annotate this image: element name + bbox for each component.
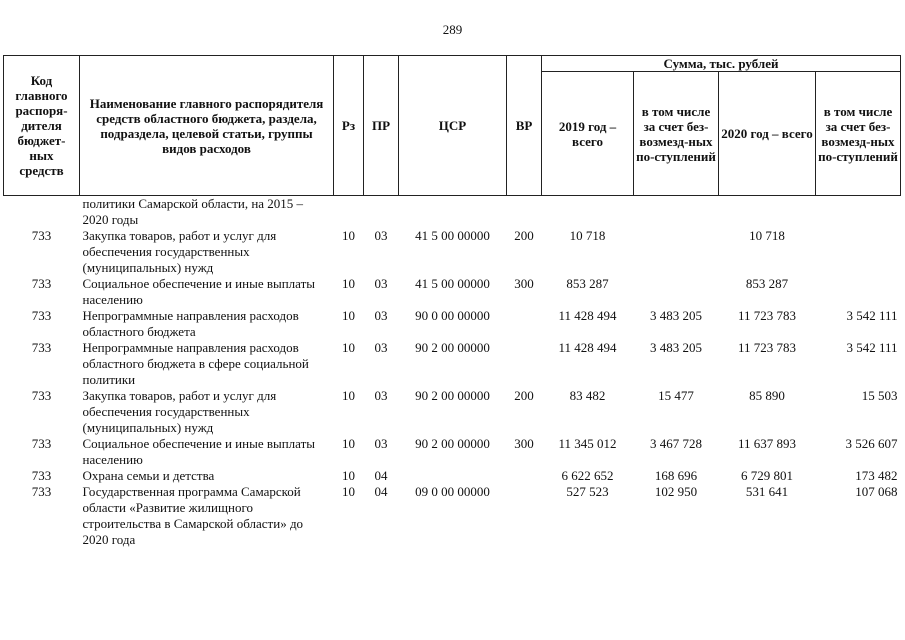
cell-name: Закупка товаров, работ и услуг для обеспечения государственных (муниципальных) нужд — [82, 388, 277, 435]
cell-vr — [507, 196, 542, 229]
header-name: Наименование главного распорядителя средств областного бюджета, раздела, подраздела, целевой статьи, группы видов расходов — [80, 56, 334, 196]
cell-2019-total: 11 428 494 — [558, 340, 617, 355]
cell-2019-total: 11 345 012 — [558, 436, 617, 451]
cell-2019-free — [634, 276, 719, 308]
table-body — [4, 196, 901, 549]
cell-rz: 10 — [342, 276, 355, 291]
cell-pr: 03 — [374, 340, 388, 355]
cell-2019-free: 3 467 728 — [650, 436, 702, 451]
cell-vr: 200 — [514, 228, 534, 243]
cell-2019-total: 6 622 652 — [561, 468, 614, 483]
cell-vr — [507, 308, 542, 340]
cell-2020-free: 107 068 — [855, 484, 898, 499]
header-2020-free: в том числе за счет без-возмезд-ных по-ступлений — [816, 72, 901, 196]
cell-2020-free: 173 482 — [855, 468, 898, 483]
cell-rz: 10 — [342, 388, 355, 403]
cell-code: 733 — [31, 228, 52, 243]
cell-csr: 90 0 00 00000 — [415, 308, 490, 323]
cell-rz — [334, 196, 364, 229]
cell-rz: 10 — [342, 308, 355, 323]
cell-pr — [364, 196, 399, 229]
cell-vr — [507, 484, 542, 548]
header-sum: Сумма, тыс. рублей — [542, 56, 901, 72]
cell-name: Охрана семьи и детства — [82, 468, 215, 483]
cell-rz: 10 — [342, 468, 355, 483]
cell-rz: 10 — [342, 436, 355, 451]
table-row — [4, 484, 901, 548]
cell-pr: 04 — [374, 484, 388, 499]
table-row — [4, 468, 901, 484]
cell-code: 733 — [31, 484, 52, 499]
cell-2019-total: 853 287 — [566, 276, 609, 291]
cell-code — [4, 196, 80, 229]
header-pr: ПР — [364, 56, 399, 196]
header-csr: ЦСР — [399, 56, 507, 196]
page-number: 289 — [442, 22, 463, 37]
cell-2020-total: 11 723 783 — [737, 308, 797, 323]
table-row — [4, 436, 901, 468]
cell-name: Непрограммные направления расходов областного бюджета в сфере социальной политики — [82, 340, 309, 387]
header-2020-total: 2020 год – всего — [719, 72, 816, 196]
cell-2019-free: 3 483 205 — [650, 340, 702, 355]
cell-2020-total: 10 718 — [749, 228, 785, 243]
cell-2020-free — [816, 228, 901, 276]
cell-2020-total — [719, 196, 816, 229]
cell-2020-total: 85 890 — [749, 388, 785, 403]
cell-2020-total: 11 637 893 — [737, 436, 797, 451]
cell-2020-total: 531 641 — [745, 484, 789, 499]
cell-csr: 90 2 00 00000 — [415, 436, 490, 451]
cell-code: 733 — [31, 308, 52, 323]
cell-csr: 09 0 00 00000 — [415, 484, 490, 499]
table-row — [4, 276, 901, 308]
cell-code: 733 — [31, 388, 52, 403]
table-row — [4, 388, 901, 436]
cell-csr: 41 5 00 00000 — [415, 276, 490, 291]
budget-table — [3, 55, 901, 548]
cell-pr: 03 — [374, 388, 388, 403]
table-row — [4, 308, 901, 340]
cell-rz: 10 — [342, 340, 355, 355]
cell-2020-total: 853 287 — [745, 276, 789, 291]
cell-pr: 04 — [374, 468, 388, 483]
cell-pr: 03 — [374, 436, 388, 451]
cell-pr: 03 — [374, 308, 388, 323]
table-row — [4, 196, 901, 229]
cell-name: Социальное обеспечение и иные выплаты населению — [82, 436, 316, 467]
cell-2019-free: 102 950 — [654, 484, 698, 499]
cell-vr: 300 — [514, 436, 534, 451]
header-2019-total: 2019 год – всего — [542, 72, 634, 196]
cell-csr — [399, 468, 507, 484]
cell-2019-total: 11 428 494 — [558, 308, 617, 323]
cell-vr — [507, 340, 542, 388]
header-2019-free: в том числе за счет без-возмезд-ных по-ступлений — [634, 72, 719, 196]
table-row — [4, 340, 901, 388]
cell-2019-free: 3 483 205 — [650, 308, 702, 323]
cell-name: Государственная программа Самарской области «Развитие жилищного строительства в Самарской области» до 2020 года — [82, 484, 304, 547]
header-vr: ВР — [507, 56, 542, 196]
cell-2020-free — [816, 196, 901, 229]
cell-vr: 200 — [514, 388, 534, 403]
cell-code: 733 — [31, 340, 52, 355]
cell-2020-free — [816, 276, 901, 308]
cell-2020-free: 15 503 — [861, 388, 898, 403]
table-header — [4, 56, 901, 196]
table-row — [4, 228, 901, 276]
cell-vr: 300 — [514, 276, 534, 291]
cell-2019-total: 527 523 — [566, 484, 609, 499]
cell-2019-free: 15 477 — [658, 388, 694, 403]
cell-2020-free: 3 542 111 — [846, 308, 898, 323]
cell-2019-total — [542, 196, 634, 229]
cell-2020-total: 11 723 783 — [737, 340, 797, 355]
cell-name: Закупка товаров, работ и услуг для обеспечения государственных (муниципальных) нужд — [82, 228, 277, 275]
cell-rz: 10 — [342, 484, 355, 499]
cell-csr: 41 5 00 00000 — [415, 228, 490, 243]
cell-name: Социальное обеспечение и иные выплаты населению — [82, 276, 316, 307]
cell-code: 733 — [31, 468, 52, 483]
cell-2019-total: 83 482 — [569, 388, 606, 403]
cell-code: 733 — [31, 436, 52, 451]
cell-name: Непрограммные направления расходов областного бюджета — [82, 308, 299, 339]
cell-2019-total: 10 718 — [569, 228, 606, 243]
cell-2019-free — [634, 196, 719, 229]
cell-name: политики Самарской области, на 2015 – 2020 годы — [82, 196, 304, 227]
cell-2020-free: 3 542 111 — [846, 340, 898, 355]
cell-pr: 03 — [374, 228, 388, 243]
cell-rz: 10 — [342, 228, 355, 243]
cell-2019-free: 168 696 — [654, 468, 698, 483]
cell-csr: 90 2 00 00000 — [415, 388, 490, 403]
cell-vr — [507, 468, 542, 484]
cell-2019-free — [634, 228, 719, 276]
header-rz: Рз — [334, 56, 364, 196]
cell-pr: 03 — [374, 276, 388, 291]
cell-2020-total: 6 729 801 — [741, 468, 793, 483]
cell-2020-free: 3 526 607 — [845, 436, 898, 451]
cell-csr — [399, 196, 507, 229]
cell-code: 733 — [31, 276, 52, 291]
cell-csr: 90 2 00 00000 — [415, 340, 490, 355]
header-code: Код главного распоря-дителя бюджет-ных средств — [4, 56, 80, 196]
